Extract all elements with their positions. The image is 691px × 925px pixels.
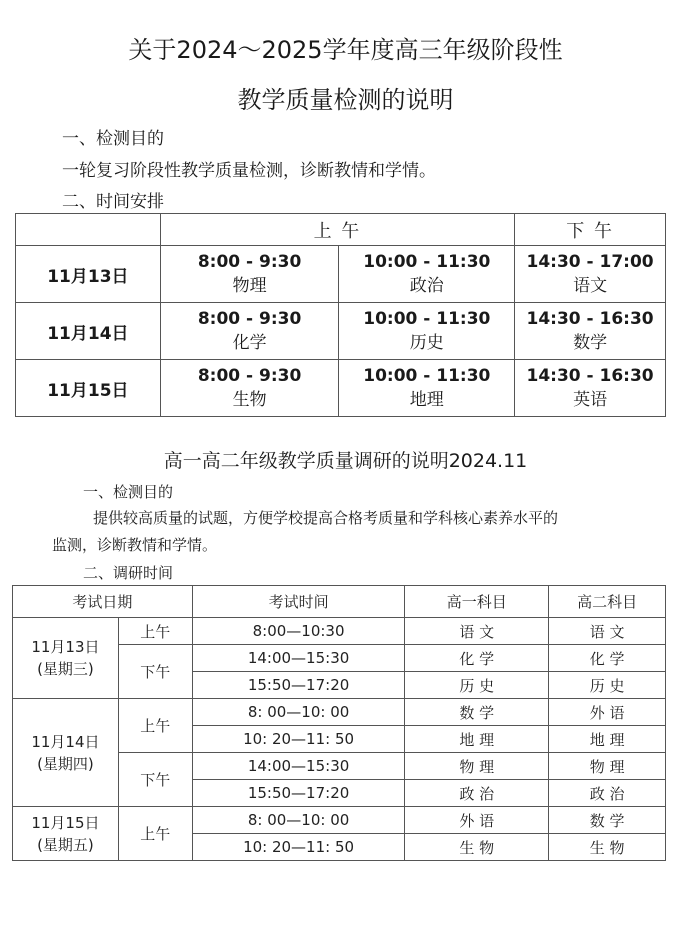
table-header-row <box>16 214 666 246</box>
period-pm: 下午 <box>118 753 192 807</box>
grade1-subject-cell: 语 文 <box>405 618 549 645</box>
time-cell: 14:00—15:30 <box>192 645 405 672</box>
grade1-subject-cell: 生 物 <box>405 834 549 861</box>
grade1-subject-cell: 历 史 <box>405 672 549 699</box>
notice2-section1-heading: 一、检测目的 <box>83 483 174 501</box>
grade1-subject-cell: 数 学 <box>405 699 549 726</box>
session-subject: 英语 <box>573 390 608 410</box>
weekday-text: (星期三) <box>37 660 94 678</box>
session-time: 14:30 - 16:30 <box>526 309 654 329</box>
header-grade2-subject: 高二科目 <box>549 586 666 618</box>
time-cell: 10: 20—11: 50 <box>192 726 405 753</box>
grade1-subject-cell: 外 语 <box>405 807 549 834</box>
session-time: 10:00 - 11:30 <box>363 366 491 386</box>
grade2-subject-cell: 语 文 <box>549 618 666 645</box>
session-subject: 政治 <box>409 276 444 296</box>
time-cell: 15:50—17:20 <box>192 780 405 807</box>
session-time: 14:30 - 16:30 <box>526 366 654 386</box>
date-text: 11月13日 <box>31 638 100 656</box>
session-time: 14:30 - 17:00 <box>526 252 654 272</box>
session-cell <box>339 303 515 360</box>
session-time: 8:00 - 9:30 <box>197 309 302 329</box>
session-subject: 历史 <box>409 333 444 353</box>
time-cell: 8: 00—10: 00 <box>192 699 405 726</box>
session-subject: 地理 <box>409 390 444 410</box>
table-row <box>13 618 666 645</box>
session-subject: 物理 <box>232 276 267 296</box>
table-header-row <box>13 586 666 618</box>
notice1-title-line2: 教学质量检测的说明 <box>237 86 454 114</box>
time-cell: 15:50—17:20 <box>192 672 405 699</box>
time-cell: 8:00—10:30 <box>192 618 405 645</box>
notice1-section2-heading: 二、时间安排 <box>62 192 164 212</box>
session-cell <box>515 303 666 360</box>
notice2-section2-heading: 二、调研时间 <box>83 564 174 582</box>
header-pm: 下 午 <box>515 214 666 246</box>
date-cell: 11月14日 <box>16 303 161 360</box>
header-am: 上 午 <box>160 214 514 246</box>
header-grade1-subject: 高一科目 <box>405 586 549 618</box>
session-time: 8:00 - 9:30 <box>197 366 302 386</box>
date-cell <box>13 807 119 861</box>
grade1-subject-cell: 政 治 <box>405 780 549 807</box>
date-text: 11月14日 <box>31 732 100 751</box>
grade1-subject-cell: 化 学 <box>405 645 549 672</box>
grade2-subject-cell: 化 学 <box>549 645 666 672</box>
table-row <box>16 303 666 360</box>
notice2-section1-text-line2: 监测，诊断教情和学情。 <box>52 536 218 554</box>
weekday-text: (星期五) <box>37 835 94 854</box>
exam-schedule-table-grade3 <box>15 213 666 417</box>
date-cell <box>13 618 119 699</box>
grade2-subject-cell: 物 理 <box>549 753 666 780</box>
weekday-text: (星期四) <box>37 754 94 773</box>
grade1-subject-cell: 物 理 <box>405 753 549 780</box>
session-cell <box>339 246 515 303</box>
session-time: 8:00 - 9:30 <box>197 252 302 272</box>
session-subject: 数学 <box>573 333 608 353</box>
session-subject: 语文 <box>573 276 608 296</box>
grade2-subject-cell: 历 史 <box>549 672 666 699</box>
time-cell: 10: 20—11: 50 <box>192 834 405 861</box>
session-cell <box>160 303 339 360</box>
period-am: 上午 <box>118 807 192 861</box>
header-exam-time: 考试时间 <box>192 586 405 618</box>
notice1-section1-text: 一轮复习阶段性教学质量检测，诊断教情和学情。 <box>62 161 436 181</box>
notice1-section1-heading: 一、检测目的 <box>62 129 164 149</box>
exam-schedule-table-grade1-2 <box>12 585 666 861</box>
date-text: 11月15日 <box>31 813 100 832</box>
session-cell <box>160 360 339 417</box>
notice2-title: 高一高二年级教学质量调研的说明2024.11 <box>163 450 528 472</box>
session-cell <box>160 246 339 303</box>
header-exam-date: 考试日期 <box>13 586 193 618</box>
grade2-subject-cell: 政 治 <box>549 780 666 807</box>
session-cell <box>515 246 666 303</box>
table-row <box>13 699 666 726</box>
session-cell <box>339 360 515 417</box>
period-pm: 下午 <box>118 645 192 699</box>
period-am: 上午 <box>118 699 192 753</box>
session-cell <box>515 360 666 417</box>
table-row <box>13 807 666 834</box>
grade2-subject-cell: 数 学 <box>549 807 666 834</box>
notice2-section1-text-line1: 提供较高质量的试题，方便学校提高合格考质量和学科核心素养水平的 <box>93 509 559 527</box>
grade1-subject-cell: 地 理 <box>405 726 549 753</box>
date-cell <box>13 699 119 807</box>
session-time: 10:00 - 11:30 <box>363 309 491 329</box>
time-cell: 8: 00—10: 00 <box>192 807 405 834</box>
grade2-subject-cell: 外 语 <box>549 699 666 726</box>
time-cell: 14:00—15:30 <box>192 753 405 780</box>
session-subject: 生物 <box>232 390 267 410</box>
session-time: 10:00 - 11:30 <box>363 252 491 272</box>
table-row <box>16 246 666 303</box>
date-cell: 11月15日 <box>16 360 161 417</box>
header-empty-cell <box>16 214 161 246</box>
session-subject: 化学 <box>232 333 267 353</box>
grade2-subject-cell: 生 物 <box>549 834 666 861</box>
notice1-title-line1: 关于2024～2025学年度高三年级阶段性 <box>128 36 563 64</box>
period-am: 上午 <box>118 618 192 645</box>
date-cell: 11月13日 <box>16 246 161 303</box>
grade2-subject-cell: 地 理 <box>549 726 666 753</box>
table-row <box>16 360 666 417</box>
